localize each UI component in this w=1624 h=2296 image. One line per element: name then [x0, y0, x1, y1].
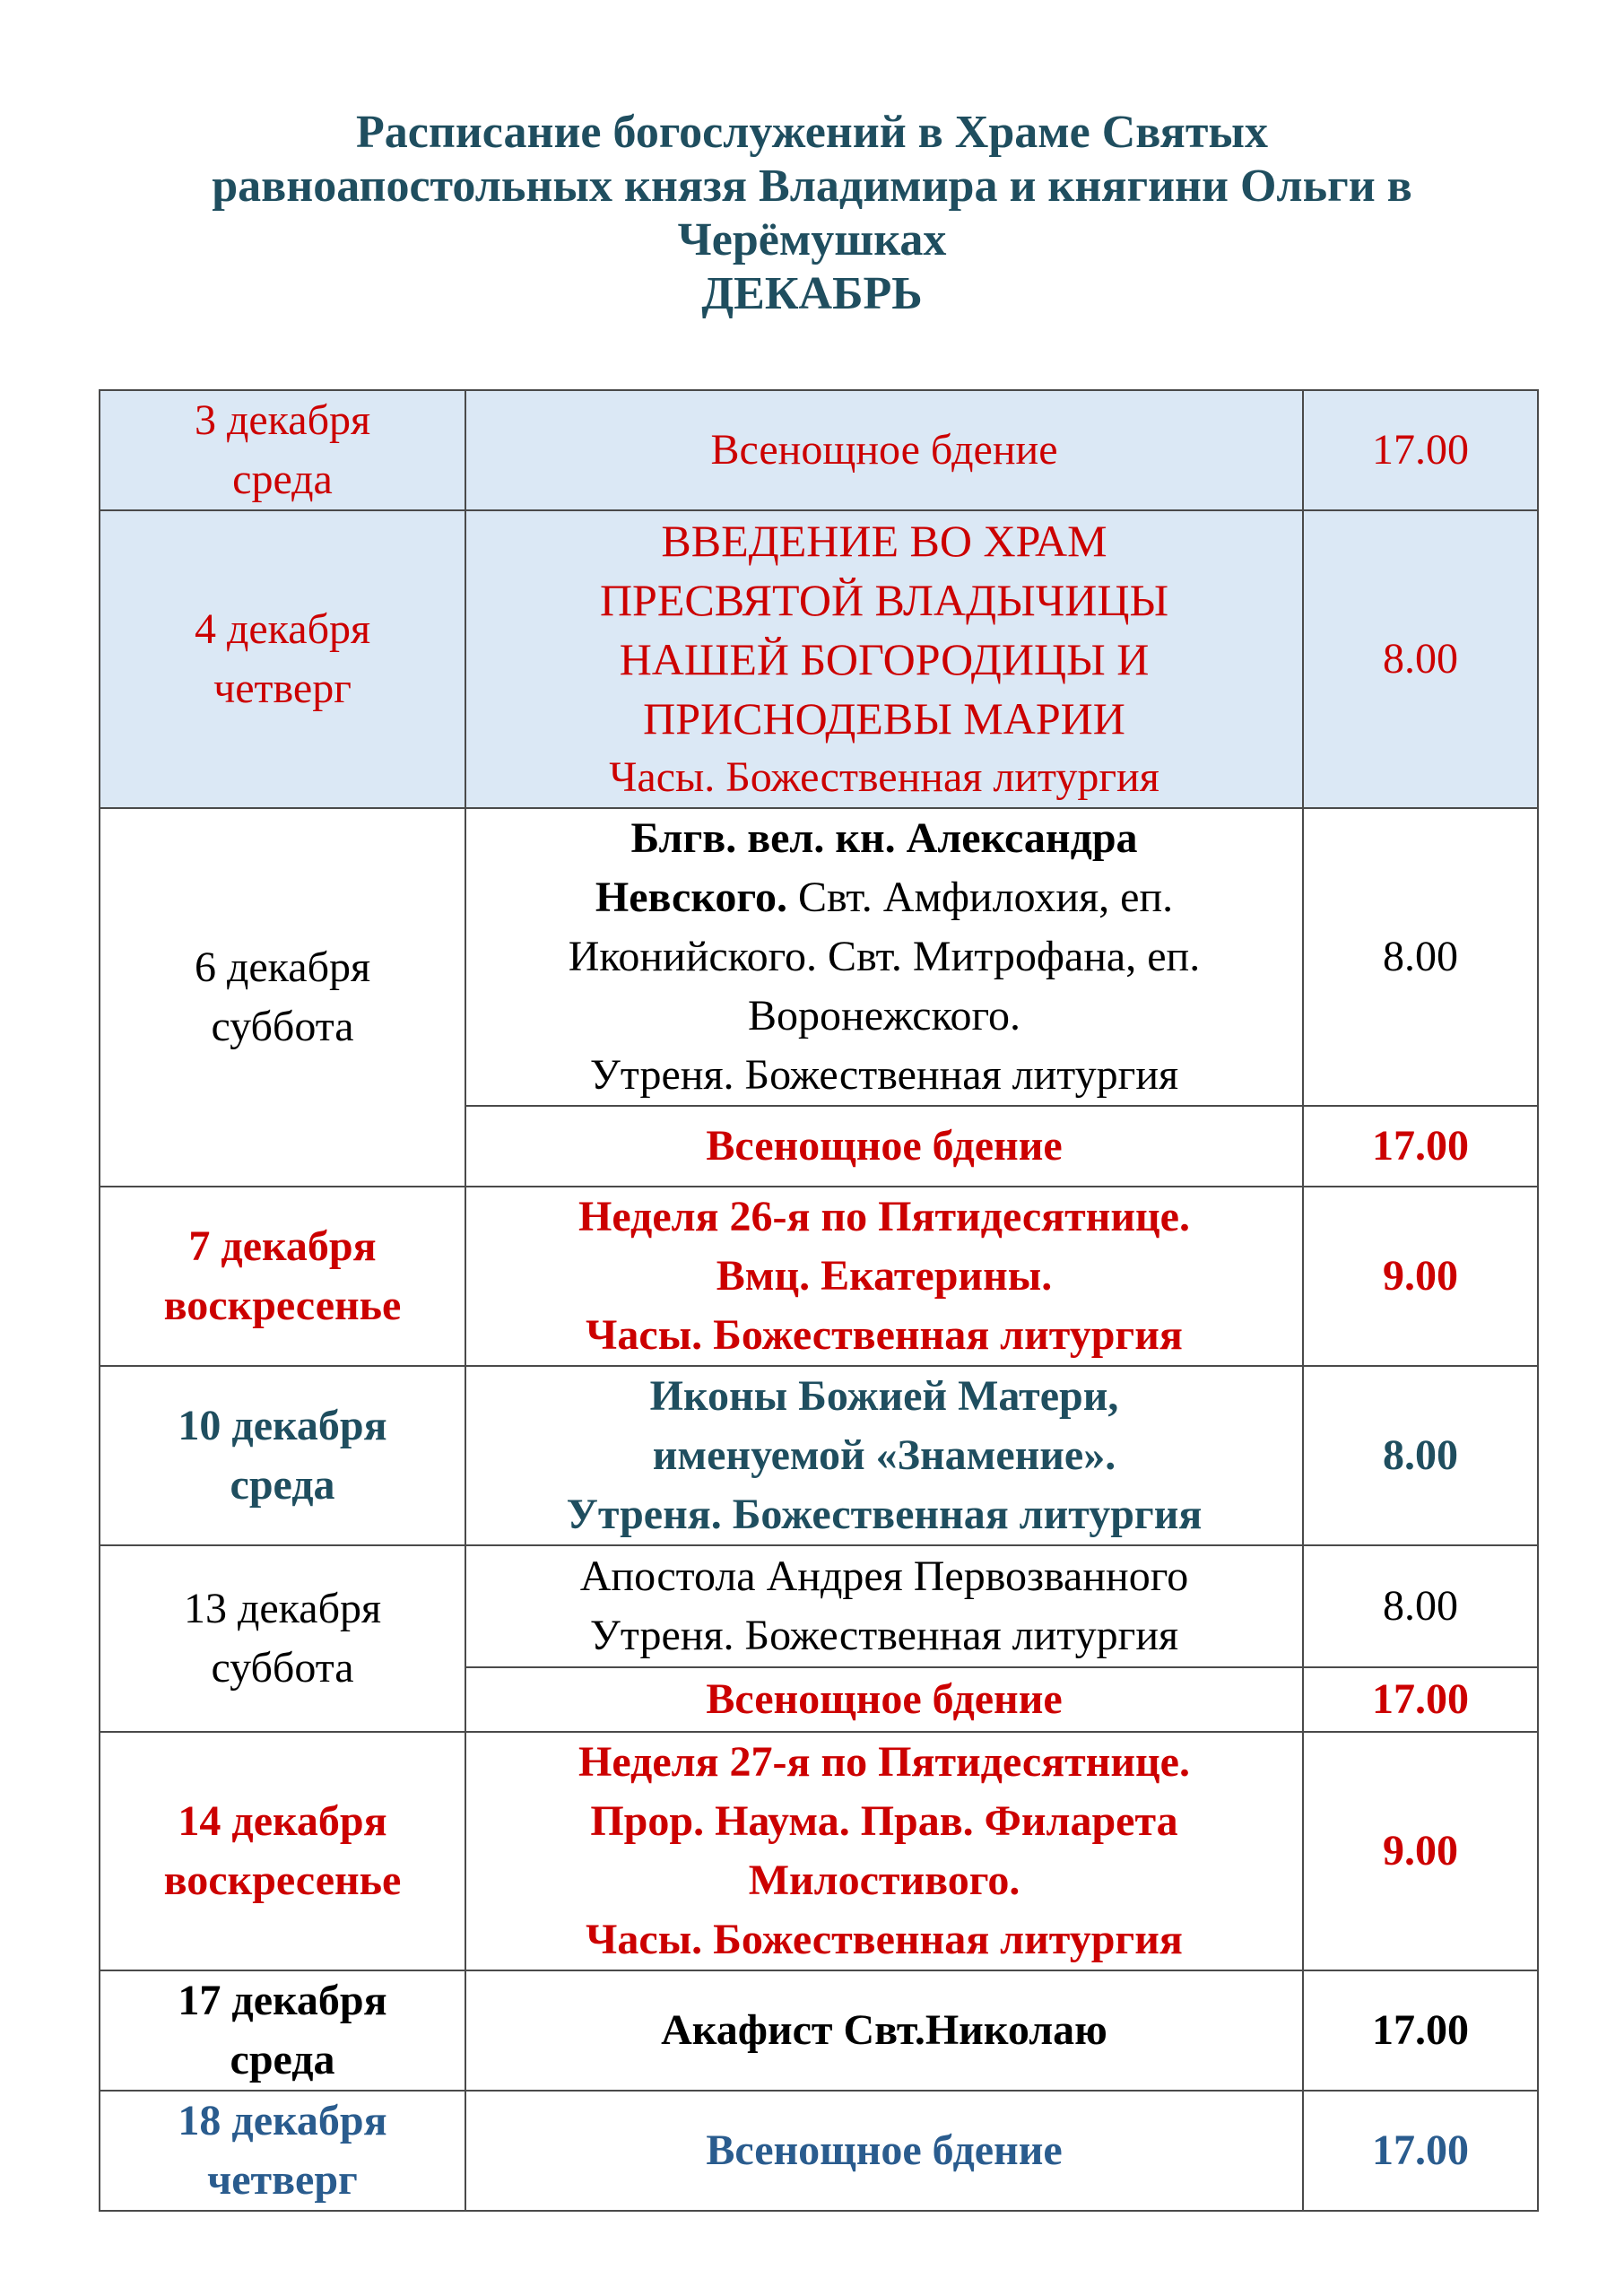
service-cell — [465, 1106, 1303, 1187]
time-cell — [1303, 510, 1538, 808]
service-line: Утреня. Божественная литургия — [589, 1612, 1179, 1659]
service-line: именуемой «Знамение». — [652, 1431, 1116, 1479]
date-text: 17 декабря — [178, 1977, 387, 2024]
weekday-text: среда — [232, 456, 333, 503]
time-text: 8.00 — [1383, 1431, 1458, 1479]
date-text: 3 декабря — [194, 396, 371, 444]
time-cell — [1303, 390, 1538, 510]
date-text: 14 декабря — [178, 1797, 387, 1845]
date-text: 4 декабря — [194, 605, 371, 653]
weekday-text: суббота — [211, 1644, 354, 1692]
service-text: Всенощное бдение — [706, 1122, 1063, 1170]
service-cell — [465, 1732, 1303, 1970]
service-cell — [465, 808, 1303, 1106]
table-row — [100, 510, 1538, 808]
time-text: 8.00 — [1383, 1582, 1458, 1630]
service-text: Всенощное бдение — [706, 1675, 1063, 1723]
service-line: Вмц. Екатерины. — [716, 1252, 1053, 1300]
time-text: 9.00 — [1383, 1252, 1458, 1300]
header-line-1: Расписание богослужений в Храме Святых — [356, 107, 1268, 158]
feast-title-line: ВВЕДЕНИЕ ВО ХРАМ — [661, 516, 1107, 566]
service-line: Иконы Божией Матери, — [649, 1372, 1119, 1420]
date-cell — [100, 1732, 465, 1970]
time-cell — [1303, 2091, 1538, 2211]
date-cell — [100, 390, 465, 510]
time-cell — [1303, 1366, 1538, 1545]
date-text: 7 декабря — [188, 1222, 377, 1270]
time-cell — [1303, 1545, 1538, 1667]
header-month: ДЕКАБРЬ — [701, 268, 923, 319]
table-row — [100, 390, 1538, 510]
date-cell — [100, 1187, 465, 1366]
service-line: Прор. Наума. Прав. Филарета — [590, 1797, 1178, 1845]
date-text: 18 декабря — [178, 2097, 387, 2144]
weekday-text: четверг — [207, 2156, 358, 2204]
saint-name-line: Воронежского. — [748, 992, 1020, 1039]
date-text: 13 декабря — [183, 1585, 382, 1632]
table-row — [100, 2091, 1538, 2211]
service-cell — [465, 2091, 1303, 2211]
date-cell — [100, 1366, 465, 1545]
saint-name-bold: Невского. — [595, 874, 787, 921]
time-text: 9.00 — [1383, 1827, 1458, 1874]
time-cell — [1303, 1187, 1538, 1366]
table-row — [100, 808, 1538, 1106]
weekday-text: суббота — [211, 1003, 354, 1050]
date-cell — [100, 2091, 465, 2211]
weekday-text: среда — [230, 2036, 335, 2083]
table-row — [100, 1187, 1538, 1366]
table-row — [100, 1970, 1538, 2091]
feast-title-line: ПРИСНОДЕВЫ МАРИИ — [643, 693, 1125, 744]
time-text: 17.00 — [1372, 2126, 1469, 2174]
table-row — [100, 1366, 1538, 1545]
date-cell — [100, 1545, 465, 1732]
service-cell — [465, 1970, 1303, 2091]
service-text: Всенощное бдение — [706, 2126, 1063, 2174]
date-cell — [100, 808, 465, 1187]
time-cell — [1303, 808, 1538, 1106]
date-text: 6 декабря — [194, 944, 371, 991]
service-cell — [465, 1545, 1303, 1667]
service-line: Неделя 27-я по Пятидесятнице. — [578, 1738, 1190, 1786]
time-text: 8.00 — [1383, 635, 1458, 683]
feast-title-line: НАШЕЙ БОГОРОДИЦЫ И — [619, 634, 1150, 684]
weekday-text: воскресенье — [163, 1857, 402, 1904]
service-text: Всенощное бдение — [710, 426, 1058, 474]
service-cell — [465, 1667, 1303, 1732]
feast-title-line: ПРЕСВЯТОЙ ВЛАДЫЧИЦЫ — [599, 575, 1169, 625]
page-header — [0, 106, 1624, 321]
saint-name-line: Иконийского. Свт. Митрофана, еп. — [568, 933, 1201, 980]
service-line: Неделя 26-я по Пятидесятнице. — [578, 1193, 1190, 1240]
header-line-2: равноапостольных князя Владимира и княгини Ольги в — [212, 161, 1412, 212]
saint-name-line — [473, 868, 1295, 927]
time-cell — [1303, 1970, 1538, 2091]
time-cell — [1303, 1732, 1538, 1970]
date-cell — [100, 1970, 465, 2091]
saint-name-rest: Свт. Амфилохия, еп. — [786, 874, 1174, 921]
time-cell — [1303, 1667, 1538, 1732]
service-line: Часы. Божественная литургия — [586, 1916, 1183, 1963]
date-text: 10 декабря — [178, 1402, 387, 1449]
time-text: 17.00 — [1372, 1122, 1469, 1170]
service-line: Утреня. Божественная литургия — [566, 1491, 1203, 1538]
service-cell — [465, 390, 1303, 510]
time-cell — [1303, 1106, 1538, 1187]
weekday-text: четверг — [213, 665, 352, 712]
weekday-text: среда — [230, 1461, 335, 1509]
weekday-text: воскресенье — [163, 1282, 402, 1329]
service-cell — [465, 510, 1303, 808]
time-text: 17.00 — [1372, 2006, 1469, 2054]
service-text: Часы. Божественная литургия — [609, 753, 1159, 801]
time-text: 17.00 — [1372, 426, 1469, 474]
service-line: Милостивого. — [748, 1857, 1020, 1904]
service-line: Часы. Божественная литургия — [586, 1311, 1183, 1359]
service-cell — [465, 1366, 1303, 1545]
service-text: Утреня. Божественная литургия — [589, 1051, 1179, 1099]
header-line-3: Черёмушках — [677, 214, 947, 265]
schedule-table — [99, 389, 1539, 2212]
table-row — [100, 1732, 1538, 1970]
service-cell — [465, 1187, 1303, 1366]
date-cell — [100, 510, 465, 808]
saint-name-line: Блгв. вел. кн. Александра — [630, 814, 1138, 862]
time-text: 8.00 — [1383, 933, 1458, 980]
time-text: 17.00 — [1372, 1675, 1469, 1723]
service-text: Акафист Свт.Николаю — [661, 2006, 1107, 2054]
table-row — [100, 1545, 1538, 1667]
service-line: Апостола Андрея Первозванного — [579, 1552, 1189, 1600]
